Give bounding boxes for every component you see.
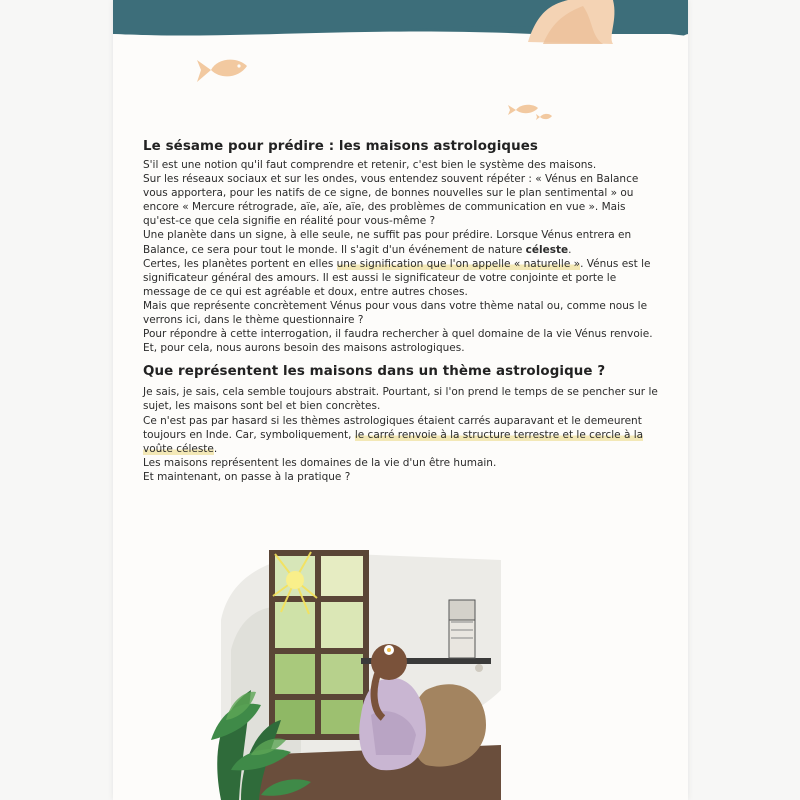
paragraph: Une planète dans un signe, à elle seule, ne suffit pas pour prédire. Lorsque Vénus entrera en Balance, ce sera pour tout le monde. Il s'agit d'un événement de nature céleste. [143, 229, 632, 256]
paragraph: Les maisons représentent les domaines de la vie d'un être humain. [143, 456, 497, 469]
fish-icon [535, 112, 553, 122]
bold-word: céleste [525, 243, 569, 256]
section-title: Le sésame pour prédire : les maisons astrologiques [143, 139, 538, 154]
girl-at-window-illustration [211, 540, 511, 800]
paragraph: S'il est une notion qu'il faut comprendre et retenir, c'est bien le système des maisons. [143, 159, 597, 171]
paragraph: Ce n'est pas par hasard si les thèmes astrologiques étaient carrés auparavant et le demeurent toujours en Inde. Car, symboliquement, le carré renvoie à la structure terrestre et le cercle à la voûte céleste. [143, 414, 644, 455]
paragraph: Sur les réseaux sociaux et sur les ondes, vous entendez souvent répéter : « Vénus en Balance vous apportera, pour les natifs de ce signe, de bonnes nouvelles sur le plan sentimental » ou encore « Mercure rétrograde, aïe, aïe, aïe, des problèmes de communication en vue ». Mais qu'est-ce que cela signifie en réalité pour vous-même ? [143, 173, 639, 228]
highlighted-text: une signification que l'on appelle « naturelle » [336, 257, 581, 270]
paragraph: Pour répondre à cette interrogation, il faudra rechercher à quel domaine de la vie Vénus renvoie. Et, pour cela, nous aurons besoin des maisons astrologiques. [143, 328, 653, 355]
paragraph: Je sais, je sais, cela semble toujours abstrait. Pourtant, si l'on prend le temps de se pencher sur le sujet, les maisons sont bel et bien concrètes. [143, 386, 658, 413]
book-page [113, 0, 688, 800]
paragraph: Certes, les planètes portent en elles une signification que l'on appelle « naturelle ». Vénus est le significateur général des amours. Il est aussi le significateur de votre conjointe et porte le message de ce qui est agréable et doux, entre autres choses. [143, 257, 651, 298]
article-body [143, 138, 663, 484]
section-title: Que représentent les maisons dans un thème astrologique ? [143, 364, 606, 380]
fish-icon [193, 50, 253, 90]
paragraph: Mais que représente concrètement Vénus pour vous dans votre thème natal ou, comme nous le verrons ici, dans le thème questionnaire ? [143, 299, 648, 327]
paragraph: Et maintenant, on passe à la pratique ? [143, 470, 351, 483]
highlighted-text: le carré renvoie à la structure terrestre et le cercle à la voûte céleste [143, 428, 644, 455]
